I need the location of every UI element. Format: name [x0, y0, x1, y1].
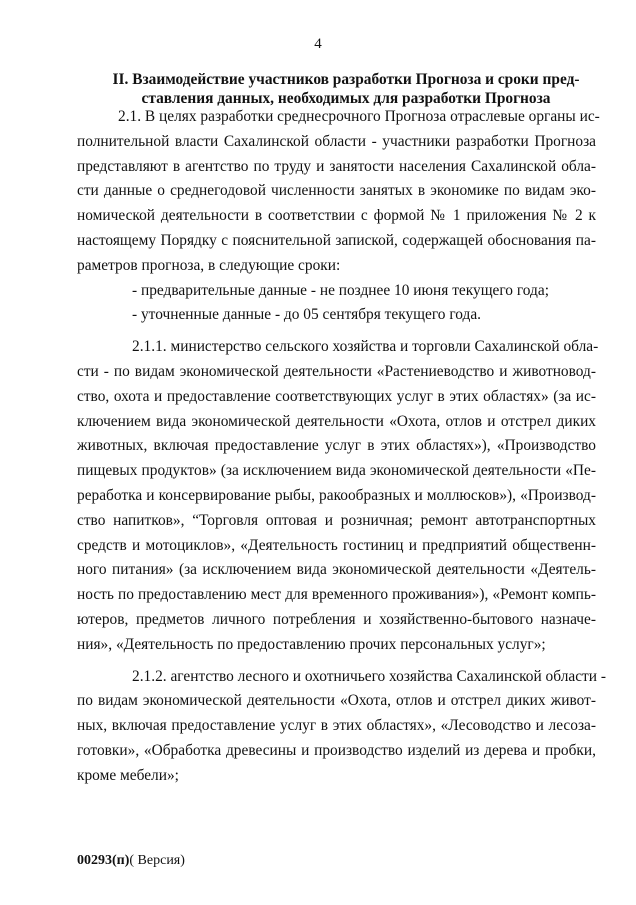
section-heading-line: II. Взаимодействие участников разработки Прогноза и сроки пред-	[112, 71, 580, 88]
text-line: ютеров, предметов личного потребления и хозяйственно-бытового назначе-	[77, 610, 596, 628]
text-line: реработка и консервирование рыбы, ракообразных и моллюсков»), «Производ-	[77, 486, 596, 504]
paragraph-gap	[77, 658, 596, 665]
section-heading	[112, 70, 580, 108]
text-line: пищевых продуктов» (за исключением вида экономической деятельности «Пе-	[77, 462, 596, 480]
text-line: 2.1.2. агентство лесного и охотничьего хозяйства Сахалинской области -	[132, 667, 606, 685]
text-line: сти данные о среднегодовой численности занятых в экономике по видам эко-	[77, 182, 596, 200]
text-line: ство напитков», “Торговля оптовая и розничная; ремонт автотранспортных	[77, 511, 596, 529]
text-line: по видам экономической деятельности «Охота, отлов и отстрел диких живот-	[77, 692, 596, 710]
text-line: настоящему Порядку с пояснительной запиской, содержащей обоснования па-	[77, 231, 596, 249]
text-line: средств и мотоциклов», «Деятельность гостиниц и предприятий общественн-	[77, 536, 596, 554]
text-line: сти - по видам экономической деятельности «Растениеводство и животновод-	[77, 362, 596, 380]
body-text	[77, 105, 606, 789]
page-number: 4	[314, 36, 322, 52]
text-line: полнительной власти Сахалинской области - участники разработки Прогноза	[77, 132, 596, 150]
text-line: представляют в агентство по труду и занятости населения Сахалинской обла-	[77, 157, 596, 175]
text-line: ключением вида экономической деятельности «Охота, отлов и отстрел диких	[77, 412, 596, 430]
document-code: 00293(п)	[77, 853, 130, 868]
paragraph-2-1-1	[77, 335, 599, 657]
text-line: готовки», «Обработка древесины и производство изделий из дерева и пробки,	[77, 741, 596, 759]
text-line: - уточненные данные - до 05 сентября текущего года.	[132, 306, 482, 324]
text-line: - предварительные данные - не позднее 10 июня текущего года;	[132, 281, 549, 299]
text-line: ность по предоставлению мест для временного проживания»), «Ремонт компь-	[77, 586, 596, 604]
text-line: ство, охота и предоставление соответствующих услуг в этих областях» (за ис-	[77, 387, 596, 405]
refined-data-item	[77, 303, 596, 328]
text-line: животных, включая предоставление услуг в этих областях»), «Производство	[77, 437, 596, 455]
version-suffix: ( Версия)	[129, 853, 185, 868]
text-line: 2.1.1. министерство сельского хозяйства и торговли Сахалинской обла-	[132, 338, 599, 356]
preliminary-data-item	[77, 279, 596, 304]
text-line: 2.1. В целях разработки среднесрочного Прогноза отраслевые органы ис-	[118, 108, 600, 125]
section-heading-line: ставления данных, необходимых для разработки Прогноза	[141, 90, 551, 107]
paragraph-2-1	[77, 105, 600, 279]
text-line: раметров прогноза, в следующие сроки:	[77, 256, 341, 274]
text-line: ного питания» (за исключением вида экономической деятельности «Деятель-	[77, 561, 596, 579]
text-line: кроме мебели»;	[77, 766, 179, 784]
text-line: ных, включая предоставление услуг в этих областях», «Лесоводство и лесоза-	[77, 717, 596, 735]
paragraph-2-1-2	[77, 665, 606, 789]
text-line: номической деятельности в соответствии с формой № 1 приложения № 2 к	[77, 207, 596, 225]
version-label	[77, 852, 185, 870]
paragraph-gap	[77, 328, 596, 335]
text-line: ния», «Деятельность по предоставлению прочих персональных услуг»;	[77, 635, 546, 653]
